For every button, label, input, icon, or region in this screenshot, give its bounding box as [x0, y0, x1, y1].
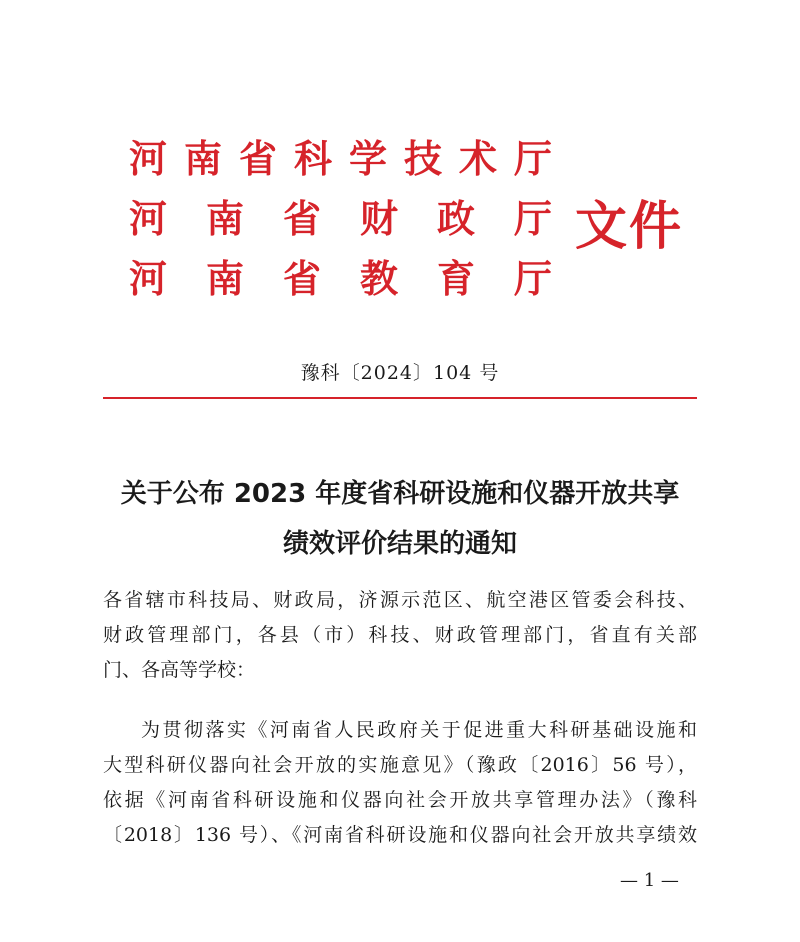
- org-char: 河: [128, 195, 167, 241]
- org-char: 南: [205, 195, 244, 241]
- notice-title-line-1: 关于公布 2023 年度省科研设施和仪器开放共享: [120, 479, 680, 509]
- document-type-label: 文件: [575, 197, 684, 257]
- org-char: 南: [183, 135, 222, 181]
- org-char: 南: [205, 255, 244, 301]
- org-char: 厅: [513, 255, 552, 301]
- red-divider-line: [103, 397, 697, 399]
- org-char: 河: [128, 255, 167, 301]
- recipients-line: 各省辖市科技局、财政局，济源示范区、航空港区管委会科技、: [103, 589, 697, 611]
- org-name-education: [128, 248, 553, 302]
- org-char: 教: [359, 255, 398, 301]
- org-char: 省: [282, 195, 321, 241]
- org-char: 厅: [513, 195, 552, 241]
- recipients-line: 门、各高等学校：: [103, 659, 256, 681]
- org-char: 学: [348, 135, 387, 181]
- org-char: 技: [403, 135, 442, 181]
- org-char: 厅: [513, 135, 552, 181]
- body-line: 〔2018〕136 号）、《河南省科研设施和仪器向社会开放共享绩效: [103, 824, 697, 846]
- org-char: 科: [293, 135, 332, 181]
- recipients-line: 财政管理部门，各县（市）科技、财政管理部门，省直有关部: [103, 624, 697, 646]
- recipients-paragraph: [103, 583, 697, 688]
- document-number: 豫科〔2024〕104 号: [300, 362, 500, 384]
- body-line: 依据《河南省科研设施和仪器向社会开放共享管理办法》（豫科: [103, 789, 697, 811]
- org-char: 省: [238, 135, 277, 181]
- page-number: — 1 —: [620, 870, 679, 891]
- org-name-science-tech: [128, 128, 553, 182]
- org-char: 省: [282, 255, 321, 301]
- org-char: 财: [359, 195, 398, 241]
- body-paragraph: [103, 713, 697, 853]
- body-line: 大型科研仪器向社会开放的实施意见》（豫政〔2016〕56 号），: [103, 754, 697, 776]
- org-char: 术: [458, 135, 497, 181]
- org-char: 育: [436, 255, 475, 301]
- org-char: 政: [436, 195, 475, 241]
- notice-title-line-2: 绩效评价结果的通知: [282, 529, 517, 559]
- body-line: 为贯彻落实《河南省人民政府关于促进重大科研基础设施和: [141, 719, 697, 741]
- org-char: 河: [128, 135, 167, 181]
- org-name-finance: [128, 188, 553, 242]
